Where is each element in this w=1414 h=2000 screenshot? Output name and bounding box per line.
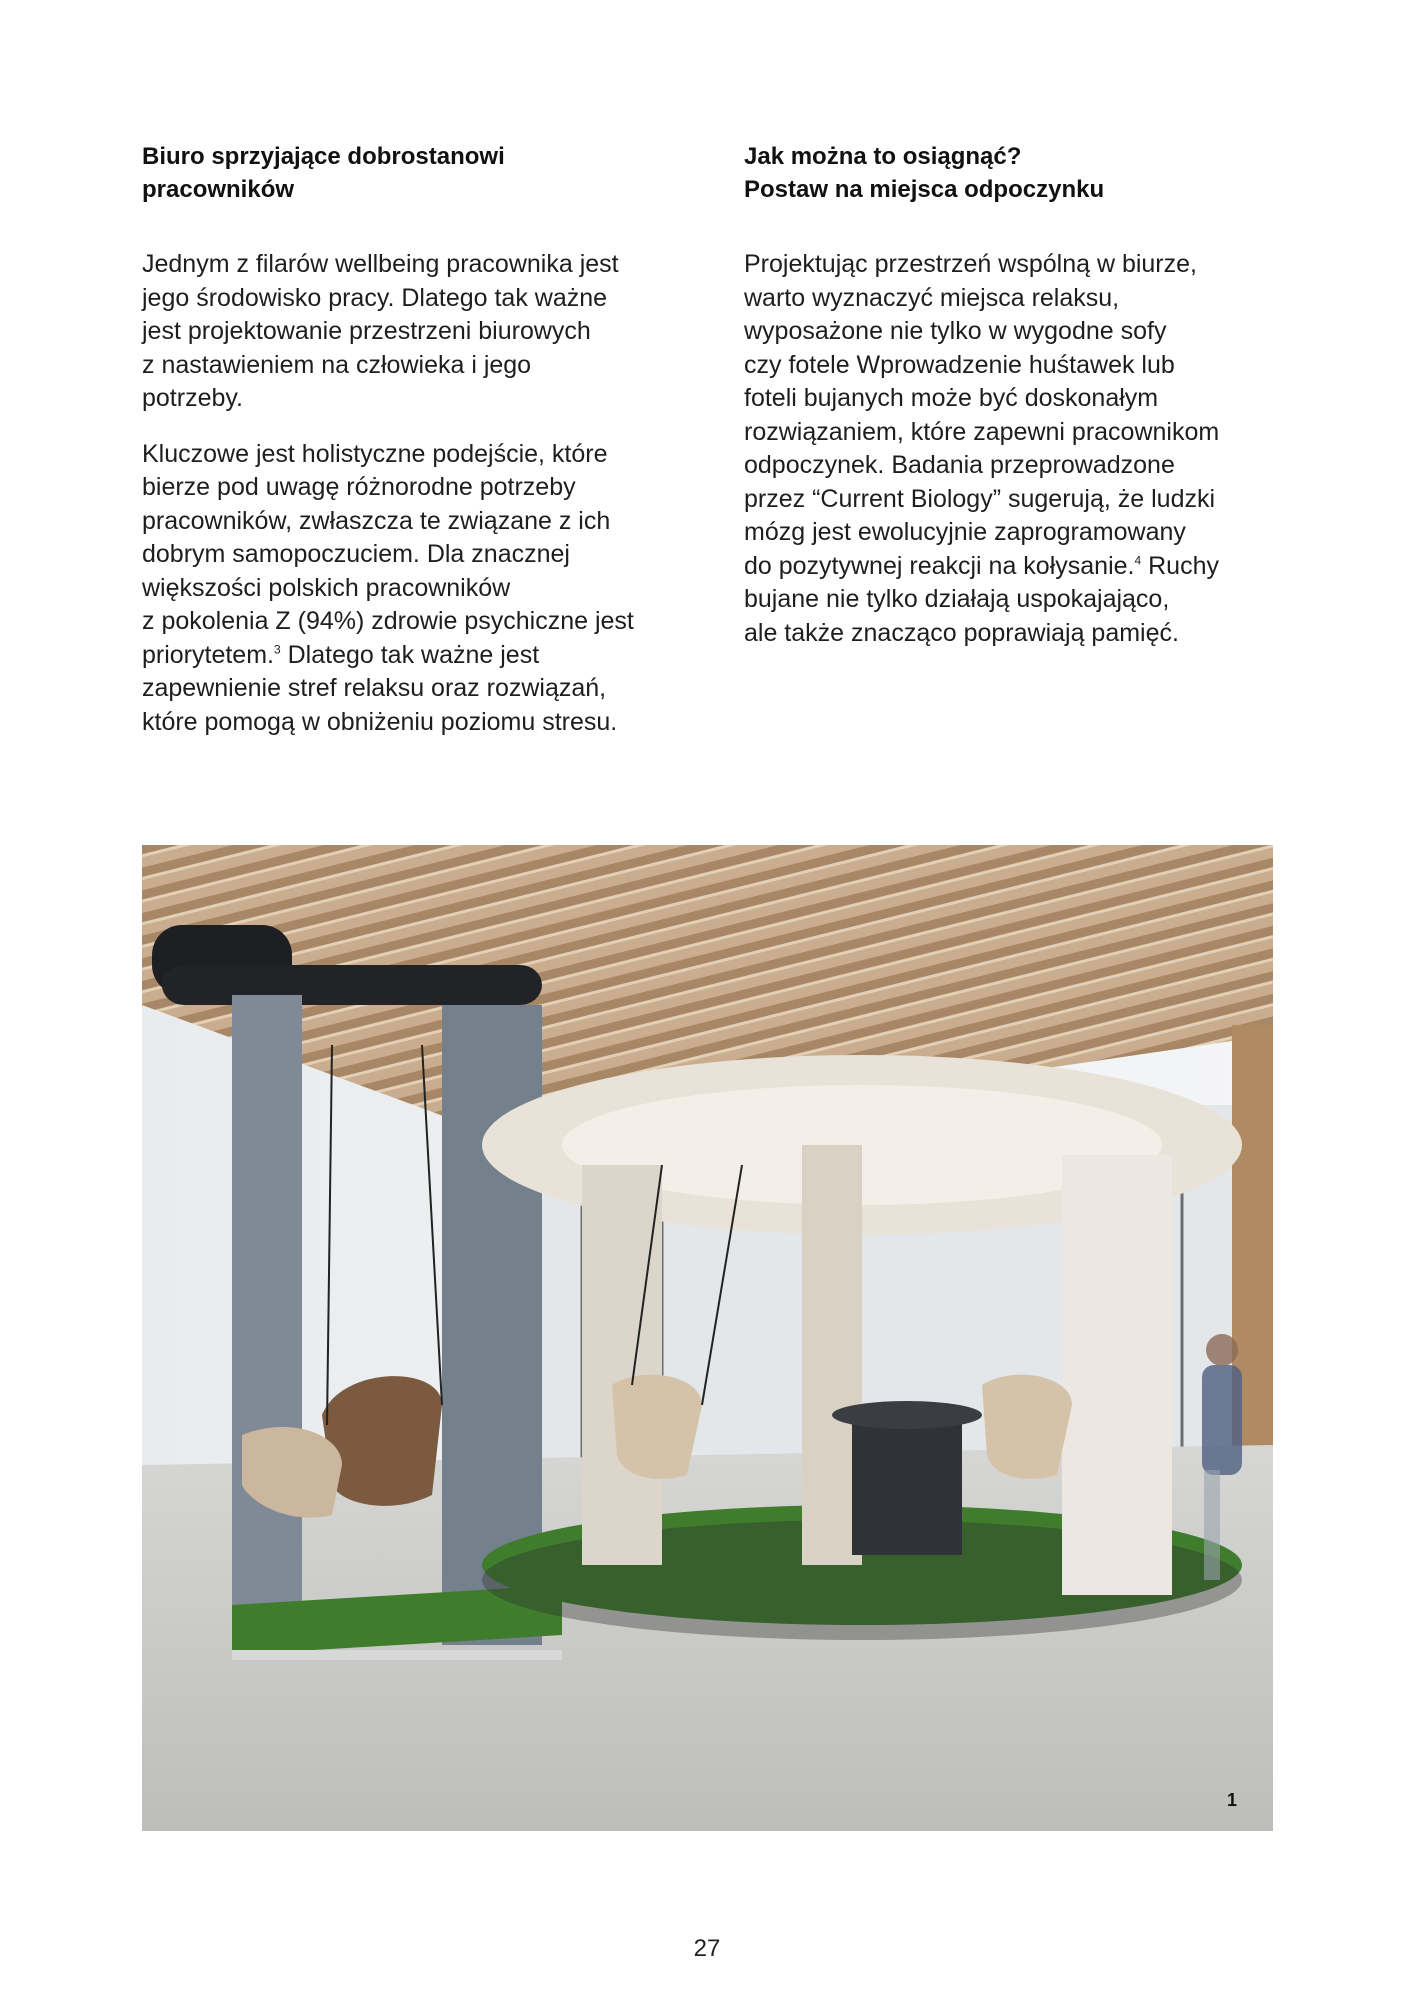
text-fragment: Dlatego tak ważne jest — [280, 640, 540, 669]
text-line: z nastawieniem na człowieka i jego — [142, 350, 532, 379]
text-line: mózg jest ewolucyjnie zaprogramowany — [744, 518, 1186, 546]
text-line: rozwiązaniem, które zapewni pracownikom — [744, 417, 1220, 446]
text-line: odpoczynek. Badania przeprowadzone — [744, 451, 1175, 479]
text-line: dobrym samopoczuciem. Dla znacznej — [142, 540, 570, 568]
text-line: warto wyznaczyć miejsca relaksu, — [744, 283, 1120, 312]
left-column — [142, 140, 682, 761]
footnote-marker: 4 — [1134, 553, 1142, 568]
left-heading-line: pracowników — [142, 176, 295, 203]
photo-illustration — [142, 845, 1273, 1831]
text-line: foteli bujanych może być doskonałym — [744, 384, 1159, 412]
text-line: pracowników, zwłaszcza te związane z ich — [142, 506, 611, 535]
text-line: Jednym z filarów wellbeing pracownika jest — [142, 250, 619, 278]
text-line: które pomogą w obniżeniu poziomu stresu. — [142, 707, 618, 736]
text-line: potrzeby. — [142, 384, 243, 412]
figure-number: 1 — [1226, 1790, 1237, 1810]
right-heading-line: Jak można to osiągnąć? — [744, 143, 1022, 170]
text-line: z pokolenia Z (94%) zdrowie psychiczne jest — [142, 607, 634, 635]
right-column — [744, 140, 1264, 672]
text-line: bujane nie tylko działają uspokajająco, — [744, 585, 1170, 613]
text-line: przez “Current Biology” sugerują, że ludzki — [744, 484, 1216, 513]
text-line: jego środowisko pracy. Dlatego tak ważne — [142, 283, 608, 312]
text-fragment: do pozytywnej reakcji na kołysanie. — [744, 551, 1135, 580]
text-line: czy fotele Wprowadzenie huśtawek lub — [744, 350, 1175, 379]
left-heading — [142, 140, 682, 206]
text-line: wyposażone nie tylko w wygodne sofy — [744, 317, 1167, 345]
text-line: Kluczowe jest holistyczne podejście, które — [142, 439, 608, 468]
text-line-with-footnote — [142, 639, 682, 673]
text-line: większości polskich pracowników — [142, 573, 511, 602]
text-line: jest projektowanie przestrzeni biurowych — [142, 317, 591, 345]
text-line: ale także znacząco poprawiają pamięć. — [744, 618, 1179, 647]
right-heading-line: Postaw na miejsca odpoczynku — [744, 176, 1105, 203]
left-heading-line: Biuro sprzyjające dobrostanowi — [142, 143, 505, 170]
text-line: zapewnienie stref relaksu oraz rozwiązań, — [142, 674, 607, 702]
text-line: bierze pod uwagę różnorodne potrzeby — [142, 473, 576, 501]
office-swing-photo — [142, 845, 1273, 1831]
left-paragraph-1 — [142, 248, 682, 416]
text-fragment: priorytetem. — [142, 640, 274, 669]
text-fragment: Ruchy — [1141, 551, 1219, 580]
page-number: 27 — [693, 1935, 721, 1962]
left-paragraph-2 — [142, 438, 682, 740]
footnote-marker: 3 — [273, 642, 281, 657]
right-paragraph-1 — [744, 248, 1264, 650]
text-line-with-footnote — [744, 550, 1264, 584]
right-heading — [744, 140, 1264, 206]
text-line: Projektując przestrzeń wspólną w biurze, — [744, 250, 1197, 278]
